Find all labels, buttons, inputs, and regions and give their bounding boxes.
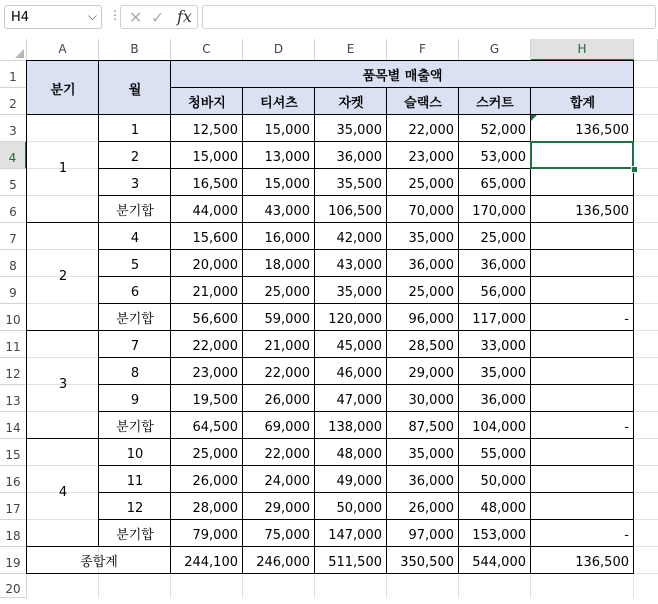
sales-value[interactable]: 26,000 — [408, 501, 454, 516]
row-header-15[interactable]: 15 — [0, 439, 27, 466]
quarter-cell[interactable]: 2 — [58, 269, 68, 284]
sales-value[interactable]: 36,000 — [336, 150, 382, 165]
sales-value[interactable]: 22,000 — [408, 123, 454, 138]
month-cell[interactable]: 2 — [130, 150, 140, 165]
sales-value[interactable]: 25,000 — [408, 285, 454, 300]
month-cell[interactable]: 11 — [126, 474, 144, 489]
sales-value[interactable]: 48,000 — [480, 501, 526, 516]
table-border — [458, 87, 459, 574]
row-header-9[interactable]: 9 — [0, 277, 27, 304]
table-border — [170, 87, 634, 88]
chevron-down-icon[interactable]: ⌵ — [87, 9, 97, 23]
sales-value[interactable]: 16,000 — [264, 231, 310, 246]
sales-value[interactable]: 16,500 — [192, 177, 238, 192]
table-border — [98, 60, 99, 547]
row-header-3[interactable]: 3 — [0, 115, 27, 142]
sales-value[interactable]: 22,000 — [264, 447, 310, 462]
sales-value[interactable]: 35,000 — [408, 447, 454, 462]
table-border — [26, 60, 27, 574]
sales-value[interactable]: 42,000 — [336, 231, 382, 246]
table-border — [98, 276, 634, 277]
row-header-7[interactable]: 7 — [0, 223, 27, 250]
table-border — [98, 357, 634, 358]
sales-value[interactable]: 45,000 — [336, 339, 382, 354]
table-border — [98, 411, 634, 412]
table-border — [98, 492, 634, 493]
sales-value[interactable]: 15,000 — [192, 150, 238, 165]
table-border — [633, 60, 634, 574]
row-header-18[interactable]: 18 — [0, 520, 27, 547]
sales-value[interactable]: 52,000 — [480, 123, 526, 138]
table-border — [242, 87, 243, 574]
table-border — [98, 519, 634, 520]
total-value[interactable] — [531, 358, 634, 385]
select-all-button[interactable] — [0, 39, 27, 61]
row-header-1[interactable]: 1 — [0, 61, 27, 88]
row-header-11[interactable]: 11 — [0, 331, 27, 358]
sales-value[interactable]: 21,000 — [264, 339, 310, 354]
sales-value[interactable]: 26,000 — [192, 474, 238, 489]
quarter-subtotal-label[interactable]: 분기합 — [116, 528, 154, 543]
table-border — [98, 249, 634, 250]
row-header-8[interactable]: 8 — [0, 250, 27, 277]
name-box-value: H4 — [11, 10, 30, 25]
grand-total-value[interactable]: 350,500 — [400, 555, 454, 570]
month-cell[interactable]: 6 — [130, 285, 140, 300]
sales-value[interactable]: 44,000 — [192, 204, 238, 219]
grand-total-value[interactable]: 511,500 — [328, 555, 382, 570]
quarter-cell[interactable]: 3 — [58, 377, 68, 392]
grand-total-value[interactable]: 246,000 — [256, 555, 310, 570]
sales-value[interactable]: 15,000 — [264, 177, 310, 192]
table-border — [98, 303, 634, 304]
total-value[interactable] — [531, 250, 634, 277]
sales-value[interactable]: 96,000 — [408, 312, 454, 327]
sales-value[interactable]: 22,000 — [192, 339, 238, 354]
sales-value[interactable]: 43,000 — [264, 204, 310, 219]
sales-value[interactable]: 33,000 — [480, 339, 526, 354]
column-header-a[interactable]: A — [27, 39, 99, 61]
column-header-d[interactable]: D — [243, 39, 315, 61]
total-value[interactable] — [531, 439, 634, 466]
sales-value[interactable]: 79,000 — [192, 528, 238, 543]
sales-value[interactable]: 49,000 — [336, 474, 382, 489]
sales-value[interactable]: 13,000 — [264, 150, 310, 165]
sales-by-item-header[interactable]: 품목별 매출액 — [171, 61, 634, 88]
sales-value[interactable]: 30,000 — [408, 393, 454, 408]
row-header-20[interactable]: 20 — [0, 574, 27, 598]
sales-value[interactable]: 138,000 — [328, 420, 382, 435]
formula-input[interactable] — [202, 5, 656, 29]
sales-value[interactable]: 25,000 — [480, 231, 526, 246]
month-header[interactable]: 월 — [99, 61, 171, 115]
cancel-icon[interactable]: ✕ — [129, 8, 143, 27]
sales-value[interactable]: 59,000 — [264, 312, 310, 327]
sales-value[interactable]: 43,000 — [336, 258, 382, 273]
sales-value[interactable]: 23,000 — [192, 366, 238, 381]
total-value[interactable] — [531, 466, 634, 493]
column-header-blank — [634, 39, 658, 61]
row-header-12[interactable]: 12 — [0, 358, 27, 385]
month-cell[interactable]: 5 — [130, 258, 140, 273]
sales-value[interactable]: 48,000 — [336, 447, 382, 462]
selected-cell-h4[interactable] — [530, 141, 634, 169]
table-border — [170, 60, 171, 574]
table-border — [26, 546, 634, 547]
sales-value[interactable]: 18,000 — [264, 258, 310, 273]
sales-value[interactable]: 36,000 — [480, 393, 526, 408]
quarter-header[interactable]: 분기 — [27, 61, 99, 115]
sales-value[interactable]: 19,500 — [192, 393, 238, 408]
sales-value[interactable]: 147,000 — [328, 528, 382, 543]
row-header-14[interactable]: 14 — [0, 412, 27, 439]
sales-value[interactable]: 50,000 — [336, 501, 382, 516]
table-border — [98, 384, 634, 385]
sales-value[interactable]: 170,000 — [472, 204, 526, 219]
total-value[interactable]: 136,500 — [575, 204, 629, 219]
column-header-b[interactable]: B — [99, 39, 171, 61]
sales-value[interactable]: 15,600 — [192, 231, 238, 246]
sales-value[interactable]: 12,500 — [192, 123, 238, 138]
select-all-icon — [15, 49, 24, 58]
sales-value[interactable]: 75,000 — [264, 528, 310, 543]
sales-value[interactable]: 29,000 — [408, 366, 454, 381]
sales-value[interactable]: 36,000 — [408, 258, 454, 273]
month-cell[interactable]: 1 — [130, 123, 140, 138]
table-border — [98, 465, 634, 466]
sales-value[interactable]: 46,000 — [336, 366, 382, 381]
sales-value[interactable]: 117,000 — [472, 312, 526, 327]
column-header-h[interactable]: H — [531, 39, 634, 61]
table-border — [26, 114, 634, 115]
item-header-5[interactable]: 스커트 — [459, 88, 531, 115]
sales-value[interactable]: 64,500 — [192, 420, 238, 435]
total-value[interactable] — [531, 493, 634, 520]
column-header-g[interactable]: G — [459, 39, 531, 61]
total-value[interactable] — [531, 169, 634, 196]
sales-value[interactable]: 26,000 — [264, 393, 310, 408]
item-header-4[interactable]: 슬랙스 — [387, 88, 459, 115]
sales-value[interactable]: 23,000 — [408, 150, 454, 165]
sales-value[interactable]: 35,000 — [336, 123, 382, 138]
month-cell[interactable]: 8 — [130, 366, 140, 381]
month-cell[interactable]: 4 — [130, 231, 140, 246]
total-value[interactable] — [531, 277, 634, 304]
quarter-cell[interactable]: 1 — [58, 161, 68, 176]
grand-total-sum[interactable]: 136,500 — [575, 555, 629, 570]
column-header-f[interactable]: F — [387, 39, 459, 61]
sales-value[interactable]: 36,000 — [408, 474, 454, 489]
sales-value[interactable]: 120,000 — [328, 312, 382, 327]
sales-value[interactable]: 28,500 — [408, 339, 454, 354]
sales-value[interactable]: 22,000 — [264, 366, 310, 381]
sales-value[interactable]: 106,500 — [328, 204, 382, 219]
total-value[interactable] — [531, 331, 634, 358]
month-cell[interactable]: 3 — [130, 177, 140, 192]
sales-value[interactable]: 21,000 — [192, 285, 238, 300]
total-header[interactable]: 합계 — [531, 88, 634, 115]
table-border — [26, 222, 634, 223]
total-value[interactable] — [531, 385, 634, 412]
total-value[interactable]: - — [624, 312, 629, 327]
row-header-4[interactable]: 4 — [0, 142, 27, 169]
row-header-13[interactable]: 13 — [0, 385, 27, 412]
table-border — [26, 438, 634, 439]
quarter-subtotal-label[interactable]: 분기합 — [116, 420, 154, 435]
quarter-cell[interactable]: 4 — [58, 485, 68, 500]
row-header-5[interactable]: 5 — [0, 169, 27, 196]
sales-value[interactable]: 53,000 — [480, 150, 526, 165]
item-header-2[interactable]: 티셔츠 — [243, 88, 315, 115]
sales-value[interactable]: 25,000 — [192, 447, 238, 462]
total-value[interactable]: - — [624, 528, 629, 543]
sales-value[interactable]: 50,000 — [480, 474, 526, 489]
grand-total-label[interactable]: 종합계 — [80, 555, 118, 570]
sales-value[interactable]: 28,000 — [192, 501, 238, 516]
formula-bar — [0, 0, 658, 36]
quarter-subtotal-label[interactable]: 분기합 — [116, 312, 154, 327]
sales-value[interactable]: 104,000 — [472, 420, 526, 435]
total-value[interactable]: - — [624, 420, 629, 435]
month-cell[interactable]: 7 — [130, 339, 140, 354]
fill-handle[interactable] — [631, 166, 638, 173]
sales-value[interactable]: 35,000 — [408, 231, 454, 246]
sales-value[interactable]: 25,000 — [264, 285, 310, 300]
total-value[interactable] — [531, 223, 634, 250]
table-border — [386, 87, 387, 574]
month-cell[interactable]: 9 — [130, 393, 140, 408]
sales-value[interactable]: 35,000 — [480, 366, 526, 381]
row-header-10[interactable]: 10 — [0, 304, 27, 331]
sales-value[interactable]: 20,000 — [192, 258, 238, 273]
month-cell[interactable]: 12 — [126, 501, 144, 516]
item-header-3[interactable]: 자켓 — [315, 88, 387, 115]
row-header-2[interactable]: 2 — [0, 88, 27, 115]
sales-value[interactable]: 25,000 — [408, 177, 454, 192]
grand-total-value[interactable]: 244,100 — [184, 555, 238, 570]
sales-value[interactable]: 15,000 — [264, 123, 310, 138]
sales-value[interactable]: 65,000 — [480, 177, 526, 192]
row-header-16[interactable]: 16 — [0, 466, 27, 493]
sales-value[interactable]: 153,000 — [472, 528, 526, 543]
sales-value[interactable]: 47,000 — [336, 393, 382, 408]
table-border — [26, 330, 634, 331]
sales-value[interactable]: 35,500 — [336, 177, 382, 192]
sales-value[interactable]: 70,000 — [408, 204, 454, 219]
sales-value[interactable]: 56,000 — [480, 285, 526, 300]
table-border — [314, 87, 315, 574]
sales-value[interactable]: 24,000 — [264, 474, 310, 489]
table-border — [98, 195, 634, 196]
sales-value[interactable]: 69,000 — [264, 420, 310, 435]
total-value[interactable]: 136,500 — [575, 123, 629, 138]
row-header-6[interactable]: 6 — [0, 196, 27, 223]
table-border — [26, 60, 634, 61]
item-header-1[interactable]: 청바지 — [171, 88, 243, 115]
grand-total-value[interactable]: 544,000 — [472, 555, 526, 570]
sales-value[interactable]: 35,000 — [336, 285, 382, 300]
error-indicator-icon[interactable] — [531, 115, 537, 121]
insert-function-icon[interactable]: fx — [177, 7, 192, 26]
more-options-icon[interactable]: ⋮ — [109, 8, 121, 22]
table-border — [26, 573, 634, 574]
column-header-e[interactable]: E — [315, 39, 387, 61]
name-box[interactable] — [4, 5, 102, 29]
quarter-subtotal-label[interactable]: 분기합 — [116, 204, 154, 219]
sales-value[interactable]: 55,000 — [480, 447, 526, 462]
row-header-17[interactable]: 17 — [0, 493, 27, 520]
sales-value[interactable]: 36,000 — [480, 258, 526, 273]
column-header-c[interactable]: C — [171, 39, 243, 61]
month-cell[interactable]: 10 — [126, 447, 144, 462]
enter-icon[interactable]: ✓ — [151, 8, 165, 27]
sales-value[interactable]: 97,000 — [408, 528, 454, 543]
sales-value[interactable]: 56,600 — [192, 312, 238, 327]
formula-buttons — [120, 5, 198, 29]
row-header-19[interactable]: 19 — [0, 547, 27, 574]
sales-value[interactable]: 87,500 — [408, 420, 454, 435]
sales-value[interactable]: 29,000 — [264, 501, 310, 516]
